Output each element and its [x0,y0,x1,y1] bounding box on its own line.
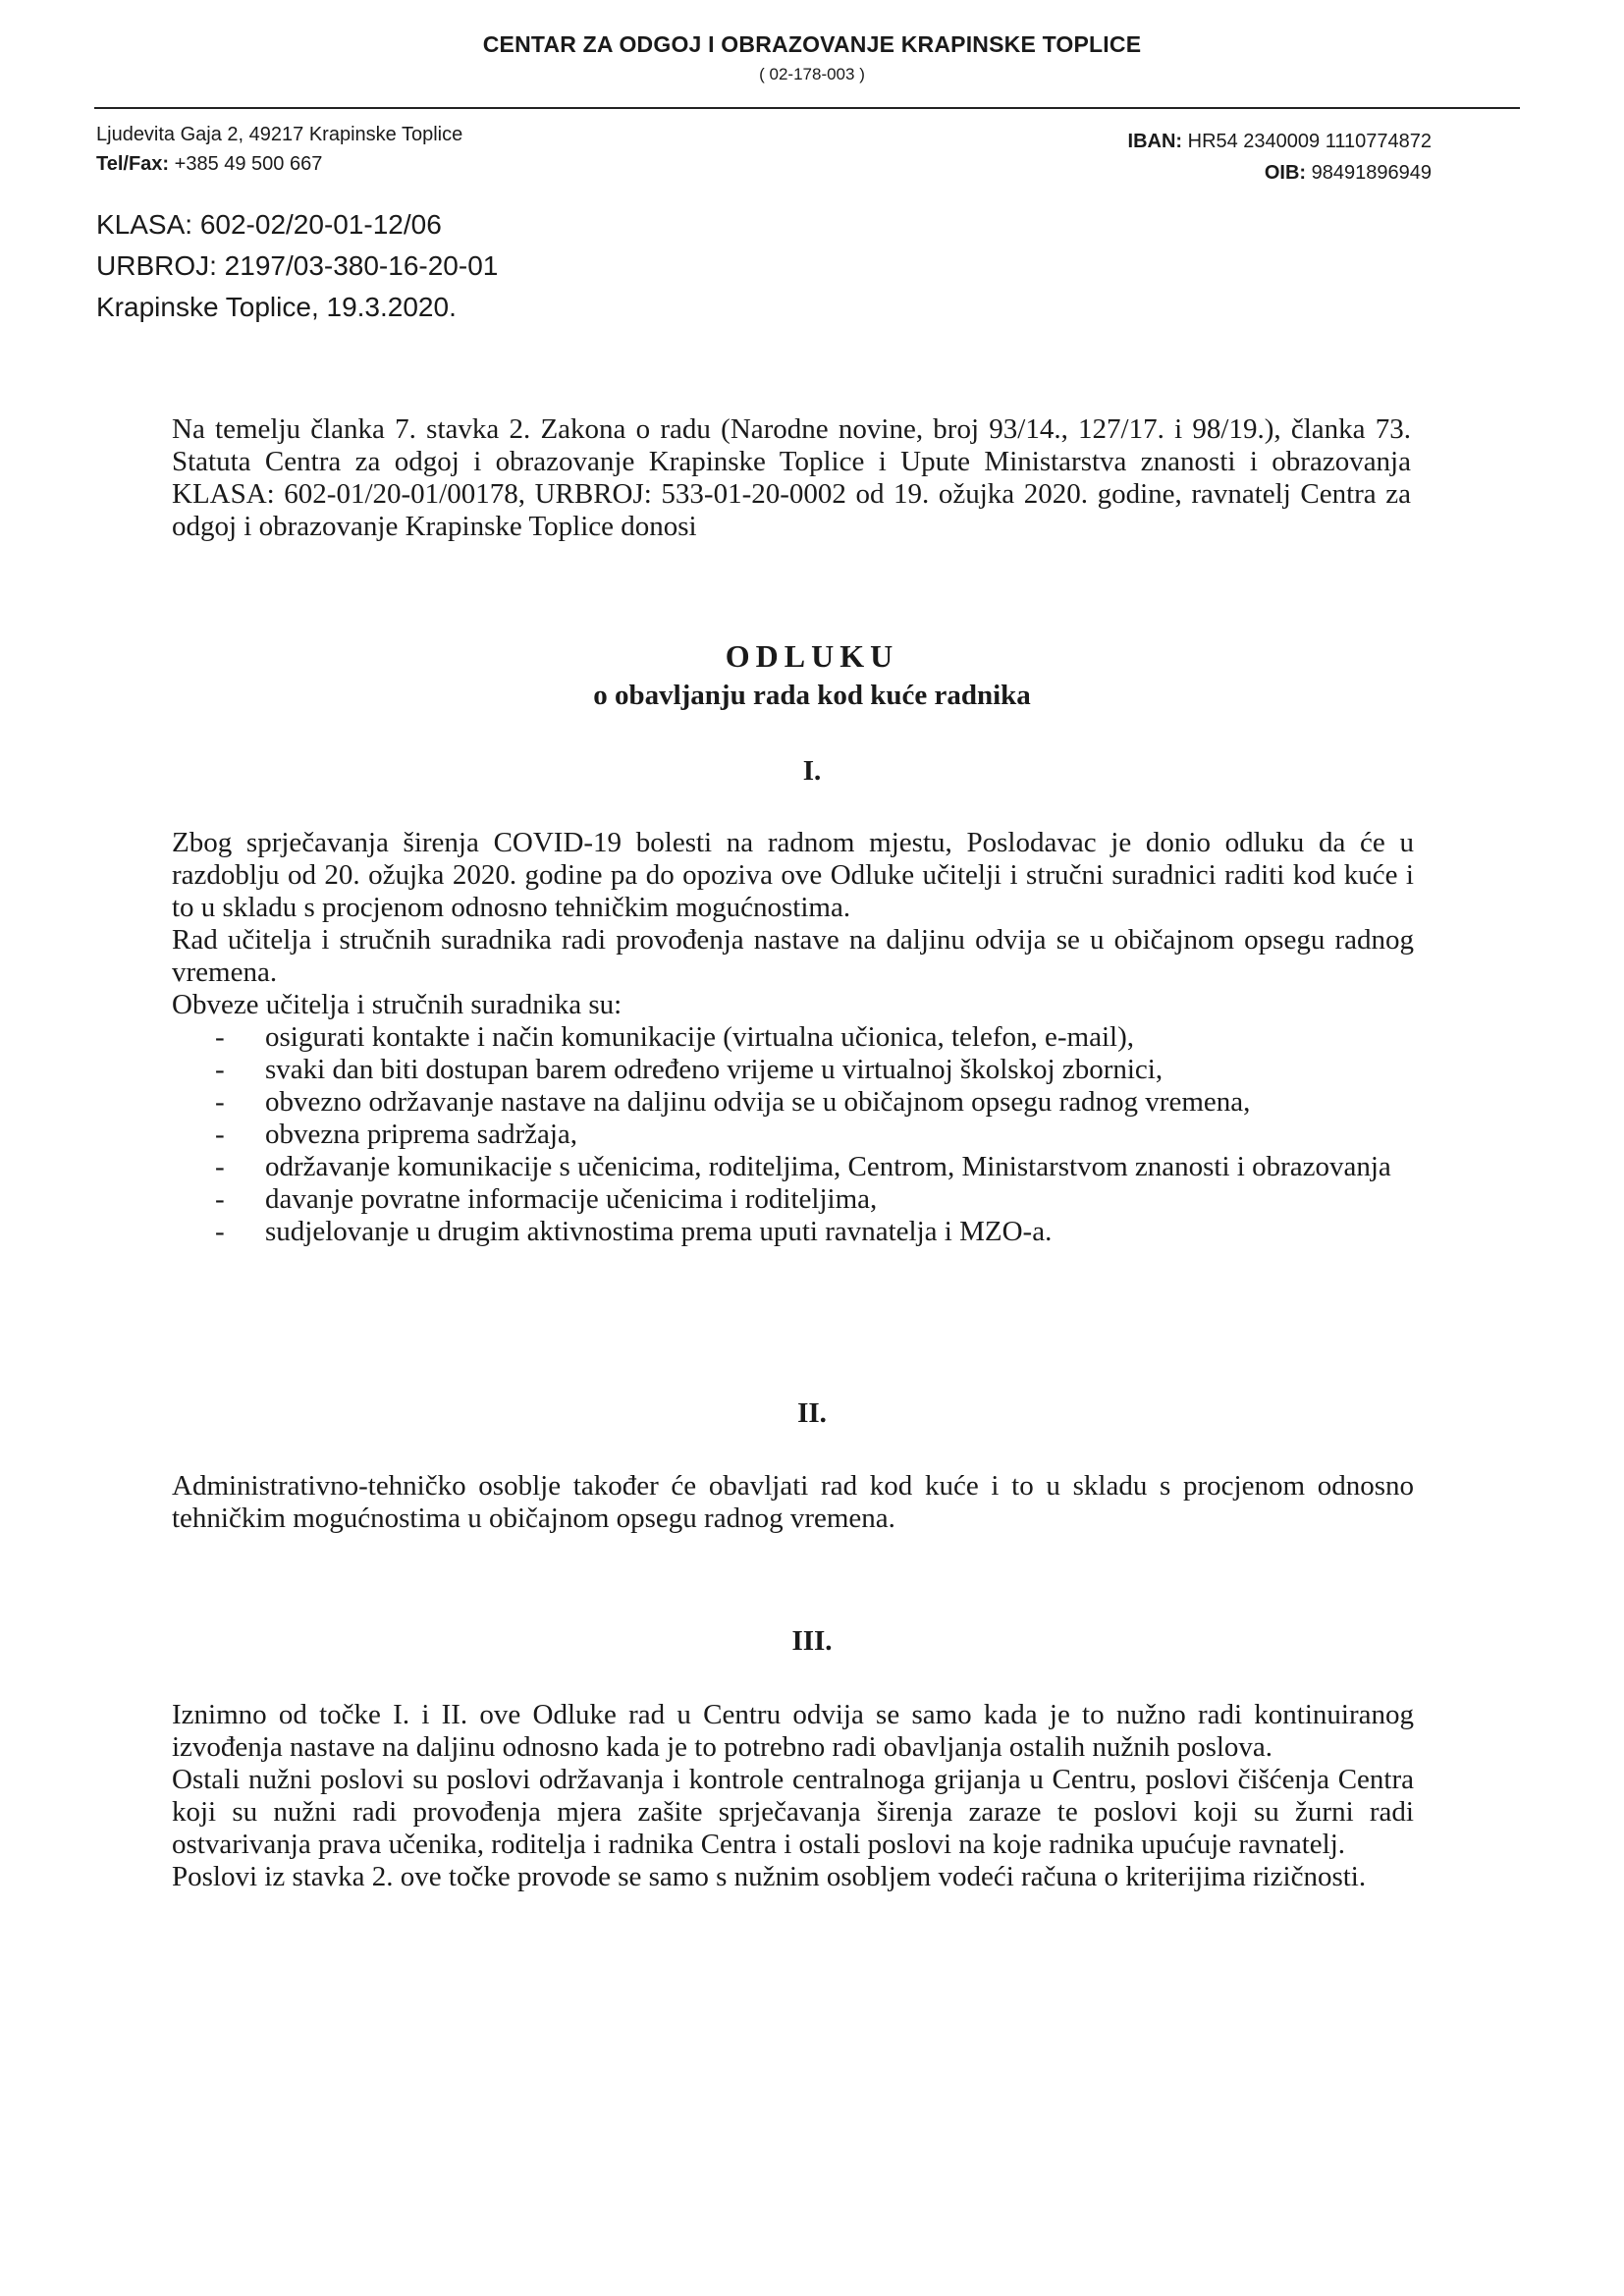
place-date: Krapinske Toplice, 19.3.2020. [96,292,457,322]
list-dash: - [215,1086,225,1118]
section-1-paragraph-1: Zbog sprječavanja širenja COVID-19 bolesti na radnom mjestu, Poslodavac je donio odluku da će u razdoblju od 20. ožujka 2020. godine pa do opoziva ove Odluke učitelji i stručni suradnici raditi kod kuće i to u skladu s procjenom odnosno tehničkim mogućnostima. [172,827,1414,923]
section-3-paragraph-3: Poslovi iz stavka 2. ove točke provode se samo s nužnim osobljem vodeći računa o kriterijima rizičnosti. [172,1861,1367,1892]
address: Ljudevita Gaja 2, 49217 Krapinske Toplice [96,124,463,145]
section-2-paragraph-1: Administrativno-tehničko osoblje također će obavljati rad kod kuće i to u skladu s procjenom odnosno tehničkim mogućnostima u običajnom opsegu radnog vremena. [172,1470,1414,1534]
section-1-paragraph-2: Rad učitelja i stručnih suradnika radi provođenja nastave na daljinu odvija se u običajnom opsegu radnog vremena. [172,924,1414,988]
decision-title: ODLUKU [725,638,899,674]
bank-block [1128,126,1432,189]
urbroj: URBROJ: 2197/03-380-16-20-01 [96,250,499,281]
oib-label: OIB: [1264,162,1307,184]
list-dash: - [215,1021,225,1053]
section-1-body [172,827,1414,1248]
intro-paragraph: Na temelju članka 7. stavka 2. Zakona o radu (Narodne novine, broj 93/14., 127/17. i 98/19.), članka 73. Statuta Centra za odgoj i obrazovanje Krapinske Toplice i Upute Ministarstva znanosti i obrazovanja KLASA: 602-01/20-01/00178, URBROJ: 533-01-20-0002 od 19. ožujka 2020. godine, ravnatelj Centra za odgoj i obrazovanje Krapinske Toplice donosi [172,413,1411,542]
list-dash: - [215,1119,225,1150]
institution-name: CENTAR ZA ODGOJ I OBRAZOVANJE KRAPINSKE TOPLICE [482,31,1142,57]
list-dash: - [215,1183,225,1215]
list-item: - održavanje komunikacije s učenicima, roditeljima, Centrom, Ministarstvom znanosti i obrazovanja [215,1151,1391,1182]
list-item: - sudjelovanje u drugim aktivnostima prema uputi ravnatelja i MZO-a. [215,1216,1053,1247]
section-3-paragraph-2: Ostali nužni poslovi su poslovi održavanja i kontrole centralnoga grijanja u Centru, poslovi čišćenja Centra koji su nužni radi provođenja mjera zašite sprječavanja širenja zaraze te poslovi koji su žurni radi ostvarivanja prava učenika, roditelja i radnika Centra i ostali poslovi na koje radnika upućuje ravnatelj. [172,1764,1414,1860]
letterhead-divider [94,107,1520,109]
section-3-heading: III. [791,1625,833,1657]
phone-label: Tel/Fax: [96,153,170,175]
section-3-paragraph-1: Iznimno od točke I. i II. ove Odluke rad u Centru odvija se samo kada je to nužno radi kontinuiranog izvođenja nastave na daljinu odnosno kada je to potrebno radi obavljanja ostalih nužnih poslova. [172,1699,1414,1763]
list-item: - obvezna priprema sadržaja, [215,1119,578,1150]
list-item: - obvezno održavanje nastave na daljinu odvija se u običajnom opsegu radnog vremena, [215,1086,1251,1118]
list-item: - davanje povratne informacije učenicima i roditeljima, [215,1183,878,1215]
reference-block [96,204,498,328]
oib-value: 98491896949 [1306,162,1432,184]
list-dash: - [215,1054,225,1085]
iban-line [1128,126,1432,157]
phone-line [96,149,462,179]
iban-value: HR54 2340009 1110774872 [1182,131,1432,152]
klasa: KLASA: 602-02/20-01-12/06 [96,209,442,240]
phone-value: +385 49 500 667 [169,153,323,175]
section-3-body [172,1699,1414,1893]
iban-label: IBAN: [1127,131,1183,152]
obligations-list [172,1021,1414,1248]
list-item: - osigurati kontakte i način komunikacije (virtualna učionica, telefon, e-mail), [215,1021,1134,1053]
list-dash: - [215,1151,225,1182]
list-dash: - [215,1216,225,1247]
oib-line [1128,157,1432,189]
section-1-paragraph-3: Obveze učitelja i stručnih suradnika su: [172,989,623,1020]
section-1-heading: I. [802,755,822,787]
section-2-heading: II. [797,1397,827,1429]
contact-block [96,120,462,179]
institution-code: ( 02-178-003 ) [759,65,865,83]
decision-subtitle: o obavljanju rada kod kuće radnika [593,680,1031,711]
list-item: - svaki dan biti dostupan barem određeno vrijeme u virtualnoj školskoj zbornici, [215,1054,1164,1085]
